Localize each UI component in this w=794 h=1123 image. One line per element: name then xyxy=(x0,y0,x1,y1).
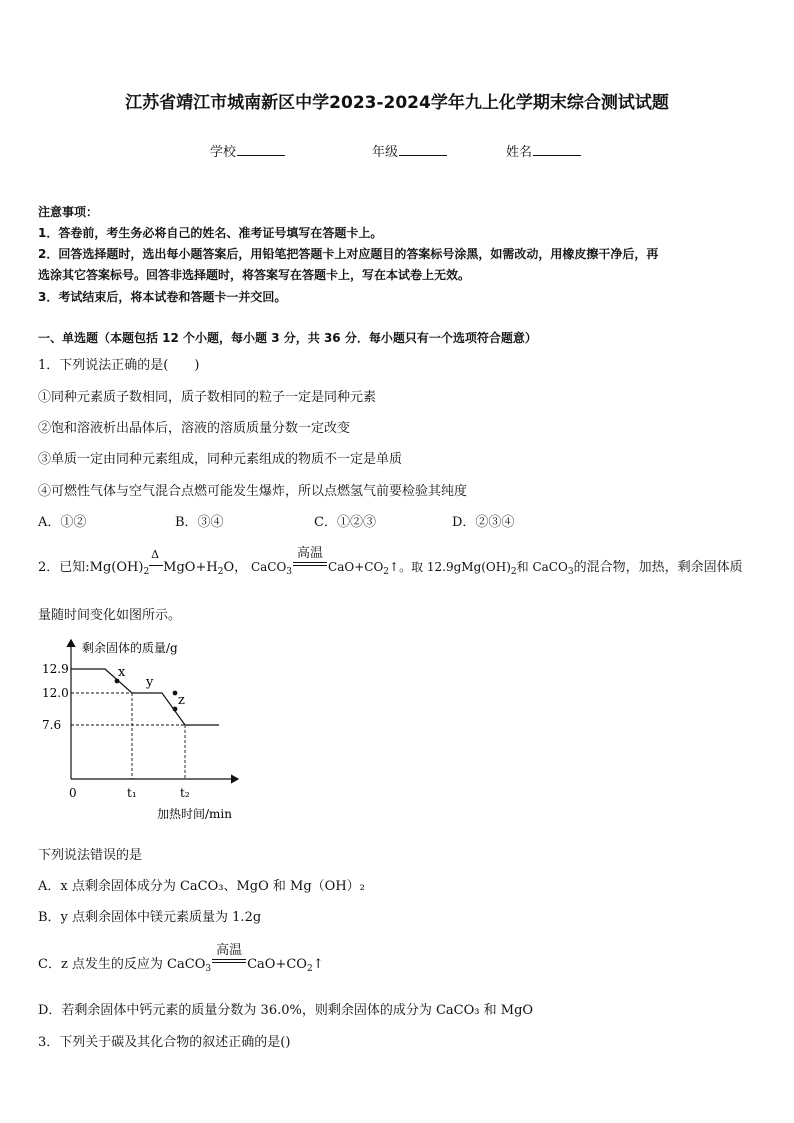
q2-option-b[interactable]: B．y 点剩余固体中镁元素质量为 1.2g xyxy=(38,910,262,925)
q1-stem: 1．下列说法正确的是( ) xyxy=(38,358,200,373)
name-label: 姓名 xyxy=(506,145,533,160)
school-label: 学校 xyxy=(210,145,237,160)
q3-stem: 3．下列关于碳及其化合物的叙述正确的是() xyxy=(38,1035,291,1050)
data-point xyxy=(173,691,178,696)
q1-option-d[interactable]: D．②③④ xyxy=(452,515,515,530)
school-field[interactable] xyxy=(210,141,285,160)
q2-stem-line1: 2．已知$:Mg(OH)_2$ Δ $MgO+H_2O$， CaCO$_3$ 高温 $CaO+CO_2↑$。取 $12.9gMg(OH)_2$和 CaCO$_3$的混合物，加热，剩余固体质 xyxy=(38,546,743,577)
q1-option-b[interactable]: B．③④ xyxy=(175,515,224,530)
x-tick-label: t₂ xyxy=(180,786,190,800)
y-axis-label: 剩余固体的质量/g xyxy=(82,641,178,655)
data-point xyxy=(173,707,178,712)
point-label: y xyxy=(146,675,154,690)
q2-option-d[interactable]: D．若剩余固体中钙元素的质量分数为 36.0%，则剩余固体的成分为 CaCO₃ 和 MgO xyxy=(38,1003,534,1018)
q1-statement-1: ①同种元素质子数相同，质子数相同的粒子一定是同种元素 xyxy=(38,390,377,405)
high-temp-condition: 高温 xyxy=(212,954,246,968)
notice-heading: 注意事项： xyxy=(38,205,99,219)
notice-item-2a: 2．回答选择题时，选出每小题答案后，用铅笔把答题卡上对应题目的答案标号涂黑，如需改动，用橡皮擦干净后，再 xyxy=(38,247,659,261)
q2-prompt: 下列说法错误的是 xyxy=(38,848,143,863)
x-tick-label: t₁ xyxy=(127,786,137,800)
q1-statement-2: ②饱和溶液析出晶体后，溶液的溶质质量分数一定改变 xyxy=(38,421,351,436)
x-axis-label: 加热时间/min xyxy=(157,807,232,821)
q2-option-a[interactable]: A．x 点剩余固体成分为 CaCO₃、MgO 和 Mg（OH）₂ xyxy=(38,879,365,894)
section-heading: 一、单选题（本题包括 12 个小题，每小题 3 分，共 36 分．每小题只有一个选项符合题意） xyxy=(38,331,537,345)
y-tick-label: 7.6 xyxy=(42,718,62,732)
mass-time-chart xyxy=(38,634,248,824)
name-field[interactable] xyxy=(506,141,581,160)
notice-item-3: 3．考试结束后，将本试卷和答题卡一并交回。 xyxy=(38,290,287,304)
point-label: z xyxy=(178,693,185,708)
notice-item-2b: 选涂其它答案标号。回答非选择题时，将答案写在答题卡上，写在本试卷上无效。 xyxy=(38,268,471,282)
grade-field[interactable] xyxy=(372,141,447,160)
y-tick-label: 12.0 xyxy=(42,686,69,700)
heat-condition: Δ xyxy=(149,559,163,571)
q1-option-c[interactable]: C．①②③ xyxy=(314,515,376,530)
page-title: 江苏省靖江市城南新区中学2023-2024学年九上化学期末综合测试试题 xyxy=(125,93,669,113)
origin-label: 0 xyxy=(69,786,77,800)
q2-option-c[interactable]: C．z 点发生的反应为 CaCO$_3$ 高温 $CaO+CO_2↑$ xyxy=(38,943,324,974)
q1-option-a[interactable]: A．①② xyxy=(38,515,87,530)
y-tick-label: 12.9 xyxy=(42,662,69,676)
series-line xyxy=(71,669,219,725)
q1-statement-4: ④可燃性气体与空气混合点燃可能发生爆炸，所以点燃氢气前要检验其纯度 xyxy=(38,484,468,499)
q1-statement-3: ③单质一定由同种元素组成，同种元素组成的物质不一定是单质 xyxy=(38,452,403,467)
notice-item-1: 1．答卷前，考生务必将自己的姓名、准考证号填写在答题卡上。 xyxy=(38,226,383,240)
high-temp-condition: 高温 xyxy=(293,557,327,571)
grade-label: 年级 xyxy=(372,145,399,160)
point-label: x xyxy=(118,665,126,680)
q2-stem-line2: 量随时间变化如图所示。 xyxy=(38,608,182,623)
